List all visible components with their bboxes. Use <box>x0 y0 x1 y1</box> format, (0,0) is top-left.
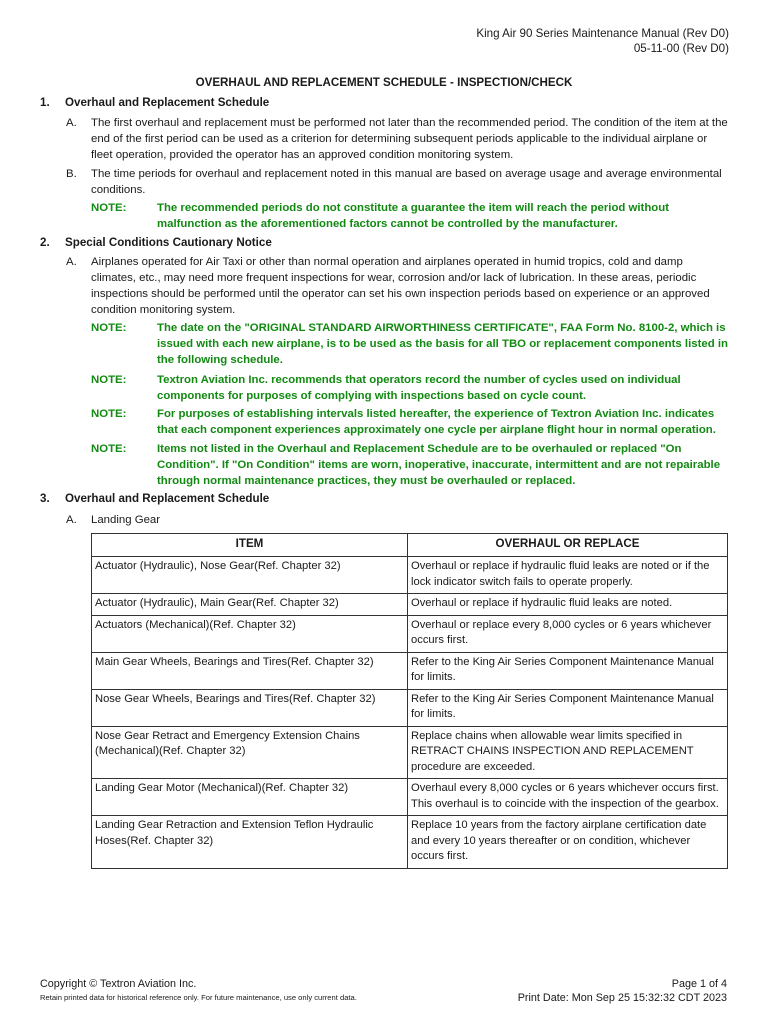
section-number: 3. <box>40 492 50 505</box>
para-text: The time periods for overhaul and replacement noted in this manual are based on average usage and average environmental conditions. <box>91 168 722 196</box>
section-title: Overhaul and Replacement Schedule <box>65 96 270 109</box>
section-title: Special Conditions Cautionary Notice <box>65 236 272 249</box>
note-label: NOTE: <box>91 408 127 420</box>
note-text: The date on the "ORIGINAL STANDARD AIRWORTHINESS CERTIFICATE", FAA Form No. 8100-2, which is issued with each new airplane, is to be used as the basis for all TBO or replacement components listed in the following schedule. <box>157 322 728 366</box>
retain-notice: Retain printed data for historical reference only. For future maintenance, use only current data. <box>40 993 357 1002</box>
item-cell: Nose Gear Retract and Emergency Extension Chains (Mechanical)(Ref. Chapter 32) <box>92 726 408 779</box>
table-row <box>92 652 728 689</box>
section-number: 2. <box>40 236 50 249</box>
para-letter: A. <box>66 514 77 526</box>
section-1-para-b <box>66 166 728 198</box>
page-title: OVERHAUL AND REPLACEMENT SCHEDULE - INSPECTION/CHECK <box>195 76 573 89</box>
copyright-text: Copyright © Textron Aviation Inc. <box>40 978 197 990</box>
note-text: Textron Aviation Inc. recommends that operators record the number of cycles used on individual components for purposes of complying with inspections based on cycle count. <box>157 374 681 402</box>
overhaul-cell: Replace 10 years from the factory airplane certification date and every 10 years thereafter or on condition, whichever occurs first. <box>408 816 728 869</box>
table-row <box>92 557 728 594</box>
section-3-heading <box>40 492 269 505</box>
note-2 <box>91 320 731 368</box>
table-header-row <box>92 534 728 557</box>
note-text: The recommended periods do not constitute a guarantee the item will reach the period without malfunction as the aforementioned factors cannot be controlled by the manufacturer. <box>157 202 670 230</box>
note-label: NOTE: <box>91 443 127 455</box>
section-3-para-a <box>66 512 728 528</box>
overhaul-cell: Overhaul or replace every 8,000 cycles or 6 years whichever occurs first. <box>408 615 728 652</box>
para-text: Landing Gear <box>91 514 161 526</box>
table-row <box>92 816 728 869</box>
note-label: NOTE: <box>91 202 127 214</box>
section-2-heading <box>40 236 272 249</box>
note-text: Items not listed in the Overhaul and Replacement Schedule are to be overhauled or replaced "On Condition". If "On Condition" items are worn, inoperative, inaccurate, intermittent and are not repairable through normal maintenance practices, they must be overhauled or replaced. <box>157 443 721 487</box>
para-letter: B. <box>66 168 77 180</box>
print-date: Print Date: Mon Sep 25 15:32:32 CDT 2023 <box>517 992 727 1004</box>
para-letter: A. <box>66 117 77 129</box>
chapter-ref: 05-11-00 (Rev D0) <box>633 42 729 55</box>
item-cell: Actuator (Hydraulic), Main Gear(Ref. Chapter 32) <box>92 594 408 616</box>
note-label: NOTE: <box>91 322 127 334</box>
note-1 <box>91 200 731 232</box>
landing-gear-table <box>91 533 728 869</box>
para-letter: A. <box>66 256 77 268</box>
para-text: The first overhaul and replacement must be performed not later than the recommended period. The condition of the item at the end of the first period can be used as a criterion for determining subsequent periods applicable to the individual airplane or fleet operation, provided the operator has an approved condition monitoring system. <box>91 117 728 161</box>
section-1-para-a <box>66 115 728 163</box>
manual-title: King Air 90 Series Maintenance Manual (Rev D0) <box>476 27 729 40</box>
item-cell: Actuator (Hydraulic), Nose Gear(Ref. Chapter 32) <box>92 557 408 594</box>
overhaul-cell: Refer to the King Air Series Component Maintenance Manual for limits. <box>408 652 728 689</box>
table-row <box>92 689 728 726</box>
overhaul-cell: Overhaul or replace if hydraulic fluid leaks are noted. <box>408 594 728 616</box>
item-cell: Landing Gear Retraction and Extension Teflon Hydraulic Hoses(Ref. Chapter 32) <box>92 816 408 869</box>
item-cell: Nose Gear Wheels, Bearings and Tires(Ref. Chapter 32) <box>92 689 408 726</box>
item-cell: Actuators (Mechanical)(Ref. Chapter 32) <box>92 615 408 652</box>
note-3 <box>91 372 731 404</box>
column-header-item: ITEM <box>92 534 408 557</box>
table-row <box>92 779 728 816</box>
page-number: Page 1 of 4 <box>671 978 727 990</box>
page-header <box>476 26 729 56</box>
overhaul-cell: Refer to the King Air Series Component Maintenance Manual for limits. <box>408 689 728 726</box>
note-5 <box>91 441 731 489</box>
table-row <box>92 615 728 652</box>
table-row <box>92 594 728 616</box>
footer-right <box>518 977 727 1005</box>
table-row <box>92 726 728 779</box>
column-header-overhaul: OVERHAUL OR REPLACE <box>408 534 728 557</box>
note-4 <box>91 406 731 438</box>
note-text: For purposes of establishing intervals listed hereafter, the experience of Textron Aviation Inc. indicates that each component experiences approximately one cycle per airplane flight hour in normal operation. <box>157 408 716 436</box>
overhaul-cell: Overhaul every 8,000 cycles or 6 years whichever occurs first. This overhaul is to coincide with the inspection of the gearbox. <box>408 779 728 816</box>
footer-left <box>40 977 357 1005</box>
overhaul-cell: Replace chains when allowable wear limits specified in RETRACT CHAINS INSPECTION AND REPLACEMENT procedure are exceeded. <box>408 726 728 779</box>
item-cell: Main Gear Wheels, Bearings and Tires(Ref. Chapter 32) <box>92 652 408 689</box>
para-text: Airplanes operated for Air Taxi or other than normal operation and airplanes operated in humid tropics, cold and damp climates, etc., may need more frequent inspections for wear, corrosion and/or lack of lubrication. In these areas, periodic inspections should be performed until the operator can set his own inspection periods based on experience or an approved condition monitoring system. <box>91 256 710 316</box>
section-title: Overhaul and Replacement Schedule <box>65 492 270 505</box>
overhaul-cell: Overhaul or replace if hydraulic fluid leaks are noted or if the lock indicator switch fails to operate properly. <box>408 557 728 594</box>
section-2-para-a <box>66 254 728 318</box>
section-number: 1. <box>40 96 50 109</box>
item-cell: Landing Gear Motor (Mechanical)(Ref. Chapter 32) <box>92 779 408 816</box>
section-1-heading <box>40 96 269 109</box>
note-label: NOTE: <box>91 374 127 386</box>
